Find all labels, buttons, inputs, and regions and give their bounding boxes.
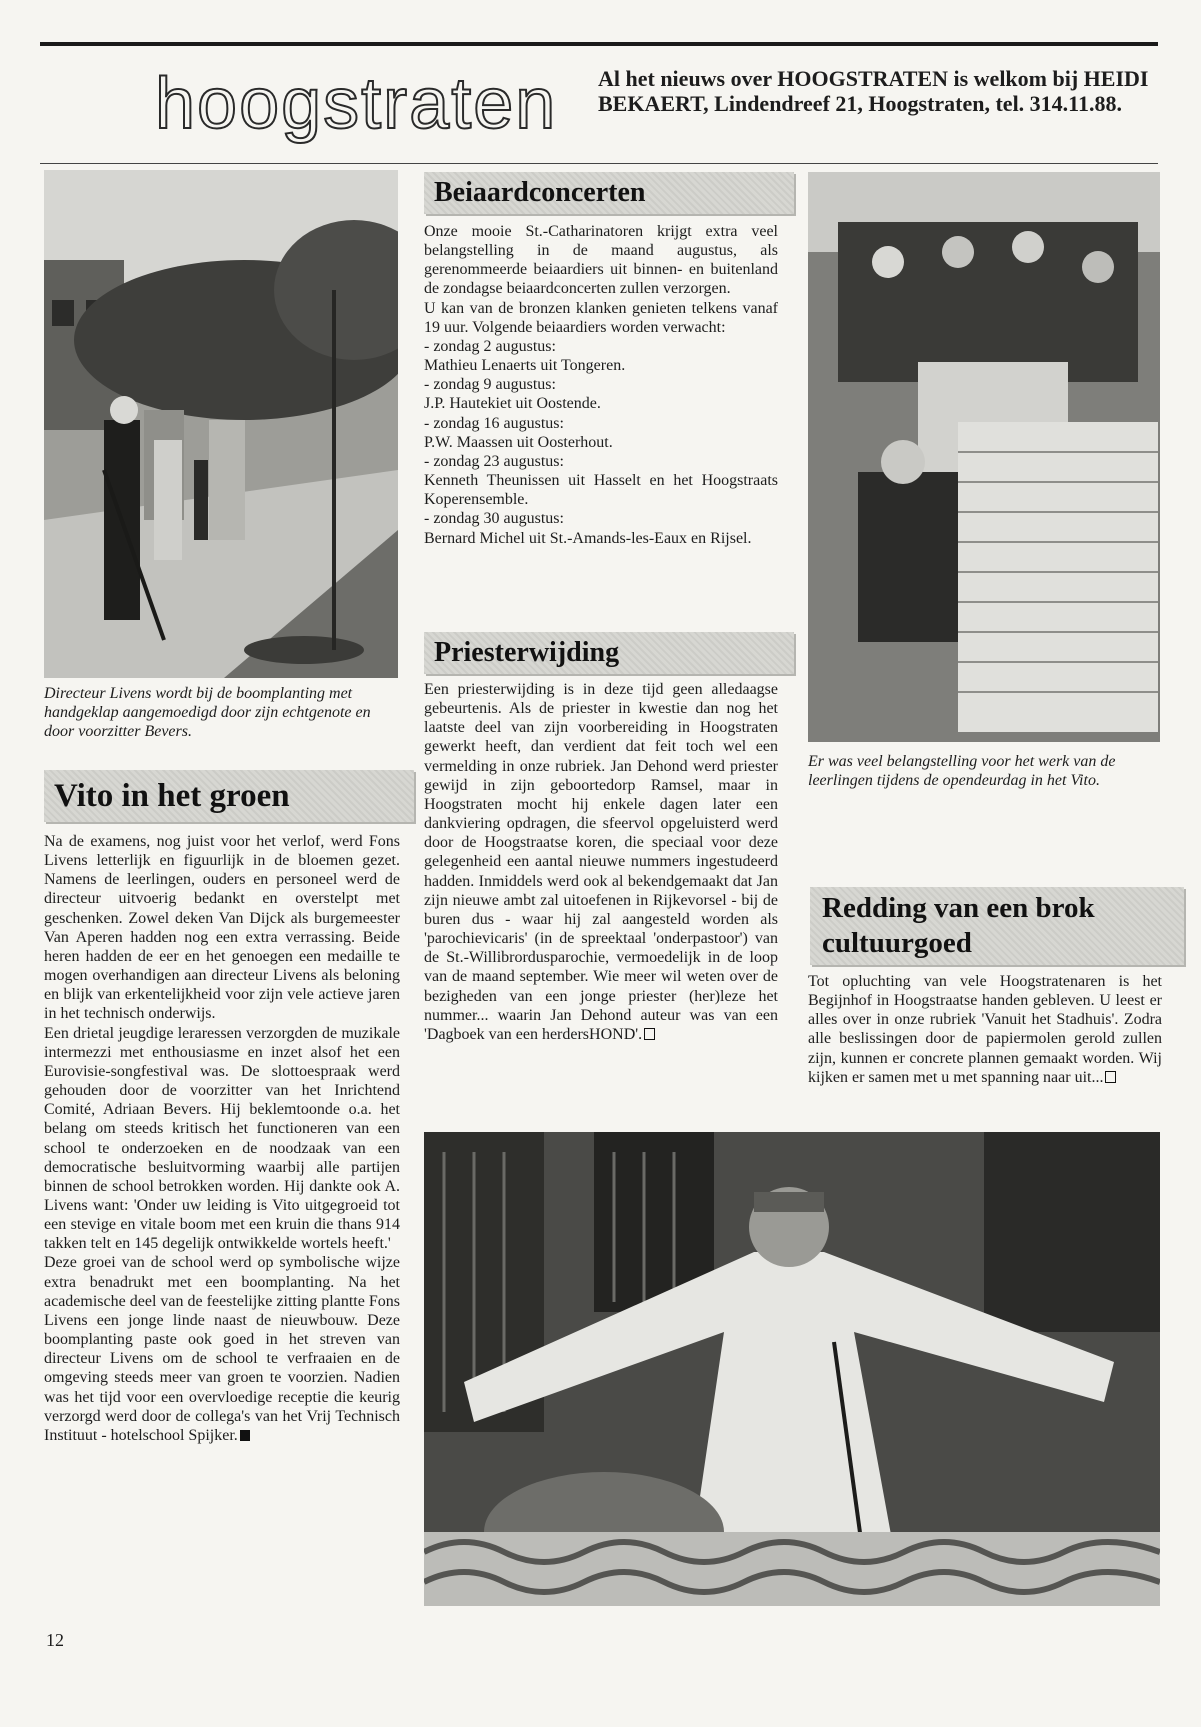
article-heading: Vito in het groen bbox=[44, 770, 414, 822]
article-heading: Redding van een brok cultuurgoed bbox=[810, 887, 1184, 965]
paragraph-text: Deze groei van de school werd op symbolische wijze extra benadrukt met een boomplanting. Na het academische deel van de feestelijke zitting plantte Fons Livens een jonge linde naast de nieuwbouw. Deze boomplanting paste ook goed in het streven van directeur Livens om de school te verfraaien en de omgeving steeds meer van groen te voorzien. Nadien was het tijd voor een overvloedige receptie die keurig verzorgd werd door de collega's van het Vrij Technisch Instituut - hotelschool Spijker. bbox=[44, 1254, 404, 1444]
masthead-title: hoogstraten bbox=[155, 64, 558, 144]
article-beiaard: Onze mooie St.-Catharinatoren krijgt extra veel belangstelling in de maand augustus, als gerenommeerde beiaardiers uit binnen- en buitenland de zondagse beiaardconcerten zullen verzorgen. U kan van de bronzen klanken genieten telkens vanaf 19 uur. Volgende beiaardiers worden verwacht: - zondag 2 augustus: Mathieu Lenaerts uit Tongeren. - zondag 9 augustus: J.P. Hautekiet uit Oostende. - zondag 16 augustus: P.W. Maassen uit Oosterhout. - zondag 23 augustus: Kenneth Theunissen uit Hasselt en het Hoogstraats Koperensemble. - zondag 30 augustus: Bernard Michel uit St.-Amands-les-Eaux en Rijsel. bbox=[424, 223, 778, 547]
paragraph-text: Tot opluchting van vele Hoogstratenaren is het Begijnhof in Hoogstraatse handen gebleven. U leest er alles over in onze rubriek 'Vanuit het Stadhuis'. Zodra alle beslissingen door de papiermolen gerold zullen zijn, kunnen er concrete plannen gemaakt worden. Wij kijken er samen met u met spanning naar uit... bbox=[808, 973, 1166, 1086]
article-priester bbox=[424, 680, 782, 1044]
article-paragraph bbox=[44, 1253, 404, 1445]
end-mark-icon bbox=[240, 1430, 250, 1441]
photo-caption: Er was veel belangstelling voor het werk van de leerlingen tijdens de opendeurdag in het Vito. bbox=[808, 753, 1116, 789]
header-divider bbox=[40, 163, 1158, 164]
article-heading: Beiaardconcerten bbox=[424, 172, 794, 214]
article-redding bbox=[808, 972, 1166, 1087]
article-vito bbox=[44, 832, 404, 1445]
open-day-photo bbox=[808, 172, 1160, 742]
priest-ordination-photo bbox=[424, 1132, 1160, 1606]
top-rule bbox=[40, 42, 1158, 46]
photo-caption: Directeur Livens wordt bij de boomplanting met handgeklap aangemoedigd door zijn echtgenote en door voorzitter Bevers. bbox=[44, 685, 371, 740]
page-number: 12 bbox=[46, 1630, 64, 1650]
article-heading: Priesterwijding bbox=[424, 632, 794, 674]
end-box-icon bbox=[644, 1028, 655, 1040]
contact-notice: Al het nieuws over HOOGSTRATEN is welkom bij HEIDI BEKAERT, Lindendreef 21, Hoogstraten, tel. 314.11.88. bbox=[598, 66, 1149, 116]
tree-planting-photo bbox=[44, 170, 398, 678]
end-box-icon bbox=[1105, 1071, 1116, 1083]
paragraph-text: Een priesterwijding is in deze tijd geen alledaagse gebeurtenis. Als de priester in kwestie dan nog het laatste deel van zijn voorbereiding in Hoogstraten gewerkt heeft, dan verdient dat feit toch wel een vermelding in onze rubriek. Jan Dehond werd priester gewijd in zijn geboortedorp Ramsel, maar in Hoogstraten mocht hij enkele dagen later een dankviering opdragen, die sfeervol opgeluisterd werd door de Hoogstraatse koren, die speciaal voor deze gelegenheid een aantal nieuwe nummers ingestudeerd hadden. Inmiddels werd ook al bekendgemaakt dat Jan zijn nieuwe ambt zal uitoefenen in Rijkevorsel - bij de buren dus - waar hij zal aangesteld worden als 'parochievicaris' (in de spreektaal 'onderpastoor') van de St.-Willibrordusparochie, vermoedelijk in de loop van de maand september. Wie meer wil weten over de bezigheden van een jonge priester (her)leze het nummer... waarin Jan Dehond auteur was van een 'Dagboek van een herdersHOND'. bbox=[424, 681, 782, 1043]
article-paragraph: Na de examens, nog juist voor het verlof, werd Fons Livens letterlijk en figuurlijk in de bloemen gezet. Namens de leerlingen, ouders en personeel werd de directeur uitvoerig bedankt en overstelpt met geschenken. Zowel deken Van Dijck als burgemeester Van Aperen hadden nog een extra verrassing. Beide heren hadden de eer en het genoegen een medaille te mogen overhandigen aan directeur Livens als beloning en blijk van erkentelijkheid voor zijn vele actieve jaren in het technisch onderwijs. bbox=[44, 833, 404, 1023]
article-paragraph: Een drietal jeugdige leraressen verzorgden de muzikale intermezzi met enthousiasme en inzet alsof het een Eurovisie-songfestival was. De slottoespraak werd gehouden door de voorzitter van het Inrichtend Comité, Adriaan Bevers. Hij beklemtoonde o.a. het belang om steeds kritisch het functioneren van een school te onderzoeken en de noodzaak van een democratische besluitvorming waarbij alle partijen binnen de school betrokken worden. Hij dankte ook A. Livens want: 'Onder uw leiding is Vito uitgegroeid tot een stevige en vitale boom met een kruin die thans 914 takken telt en 145 degelijk ontwikkelde wortels heeft.' bbox=[44, 1024, 404, 1253]
